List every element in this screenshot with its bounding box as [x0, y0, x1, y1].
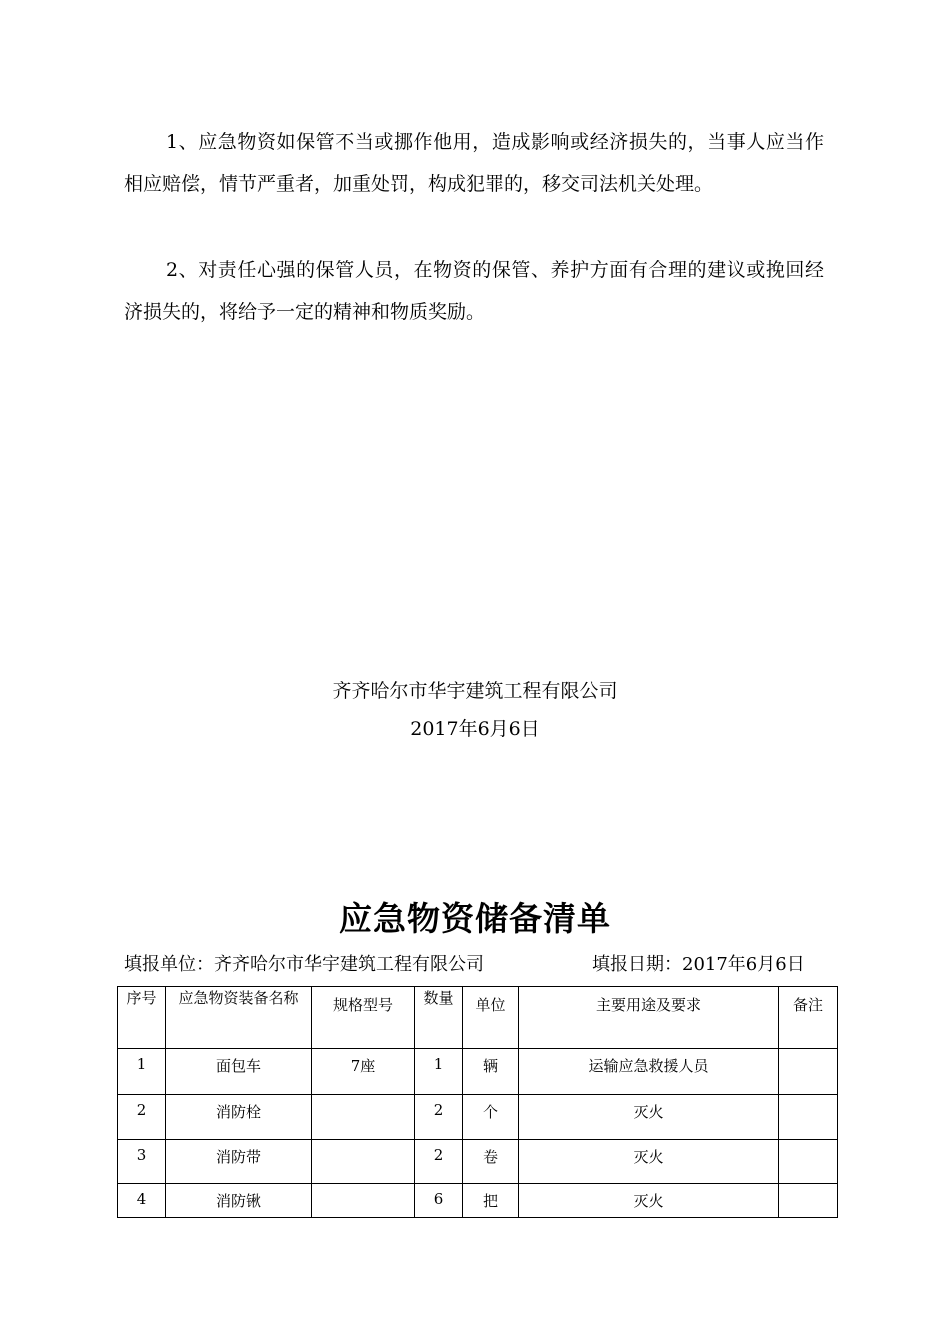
header-remark: 备注 — [779, 987, 838, 1049]
cell-name: 面包车 — [166, 1049, 312, 1095]
table-row — [118, 1140, 838, 1184]
signature-company: 齐齐哈尔市华宇建筑工程有限公司 — [332, 680, 618, 702]
header-spec: 规格型号 — [312, 987, 415, 1049]
cell-purpose: 运输应急救援人员 — [519, 1049, 779, 1095]
signature-date: 2017年6月6日 — [410, 718, 540, 740]
header-quantity: 数量 — [415, 987, 463, 1049]
cell-purpose: 灭火 — [519, 1184, 779, 1218]
header-unit: 单位 — [463, 987, 519, 1049]
cell-remark — [779, 1184, 838, 1218]
header-name: 应急物资装备名称 — [166, 987, 312, 1049]
cell-purpose: 灭火 — [519, 1140, 779, 1184]
materials-table — [117, 986, 838, 1218]
cell-unit: 辆 — [463, 1049, 519, 1095]
cell-name: 消防锹 — [166, 1184, 312, 1218]
cell-unit: 把 — [463, 1184, 519, 1218]
header-index: 序号 — [118, 987, 166, 1049]
cell-remark — [779, 1049, 838, 1095]
cell-spec — [312, 1184, 415, 1218]
cell-spec — [312, 1140, 415, 1184]
table-row — [118, 1095, 838, 1140]
cell-index: 2 — [118, 1095, 166, 1140]
cell-purpose: 灭火 — [519, 1095, 779, 1140]
cell-remark — [779, 1140, 838, 1184]
cell-index: 3 — [118, 1140, 166, 1184]
cell-spec: 7座 — [312, 1049, 415, 1095]
fill-unit: 填报单位：齐齐哈尔市华宇建筑工程有限公司 — [124, 954, 484, 975]
cell-unit: 个 — [463, 1095, 519, 1140]
cell-quantity: 2 — [415, 1095, 463, 1140]
paragraph-2: 2、对责任心强的保管人员，在物资的保管、养护方面有合理的建议或挽回经济损失的，将给予一定的精神和物质奖励。 — [124, 259, 824, 323]
cell-remark — [779, 1095, 838, 1140]
cell-index: 4 — [118, 1184, 166, 1218]
cell-name: 消防栓 — [166, 1095, 312, 1140]
table-row — [118, 1049, 838, 1095]
cell-name: 消防带 — [166, 1140, 312, 1184]
cell-spec — [312, 1095, 415, 1140]
cell-unit: 卷 — [463, 1140, 519, 1184]
cell-quantity: 1 — [415, 1049, 463, 1095]
table-row — [118, 1184, 838, 1218]
fill-date: 填报日期：2017年6月6日 — [592, 954, 805, 975]
cell-quantity: 2 — [415, 1140, 463, 1184]
list-title: 应急物资储备清单 — [339, 899, 611, 938]
cell-index: 1 — [118, 1049, 166, 1095]
cell-quantity: 6 — [415, 1184, 463, 1218]
table-header-row — [118, 987, 838, 1049]
header-purpose: 主要用途及要求 — [519, 987, 779, 1049]
paragraph-1: 1、应急物资如保管不当或挪作他用，造成影响或经济损失的，当事人应当作相应赔偿，情节严重者，加重处罚，构成犯罪的，移交司法机关处理。 — [124, 131, 824, 195]
